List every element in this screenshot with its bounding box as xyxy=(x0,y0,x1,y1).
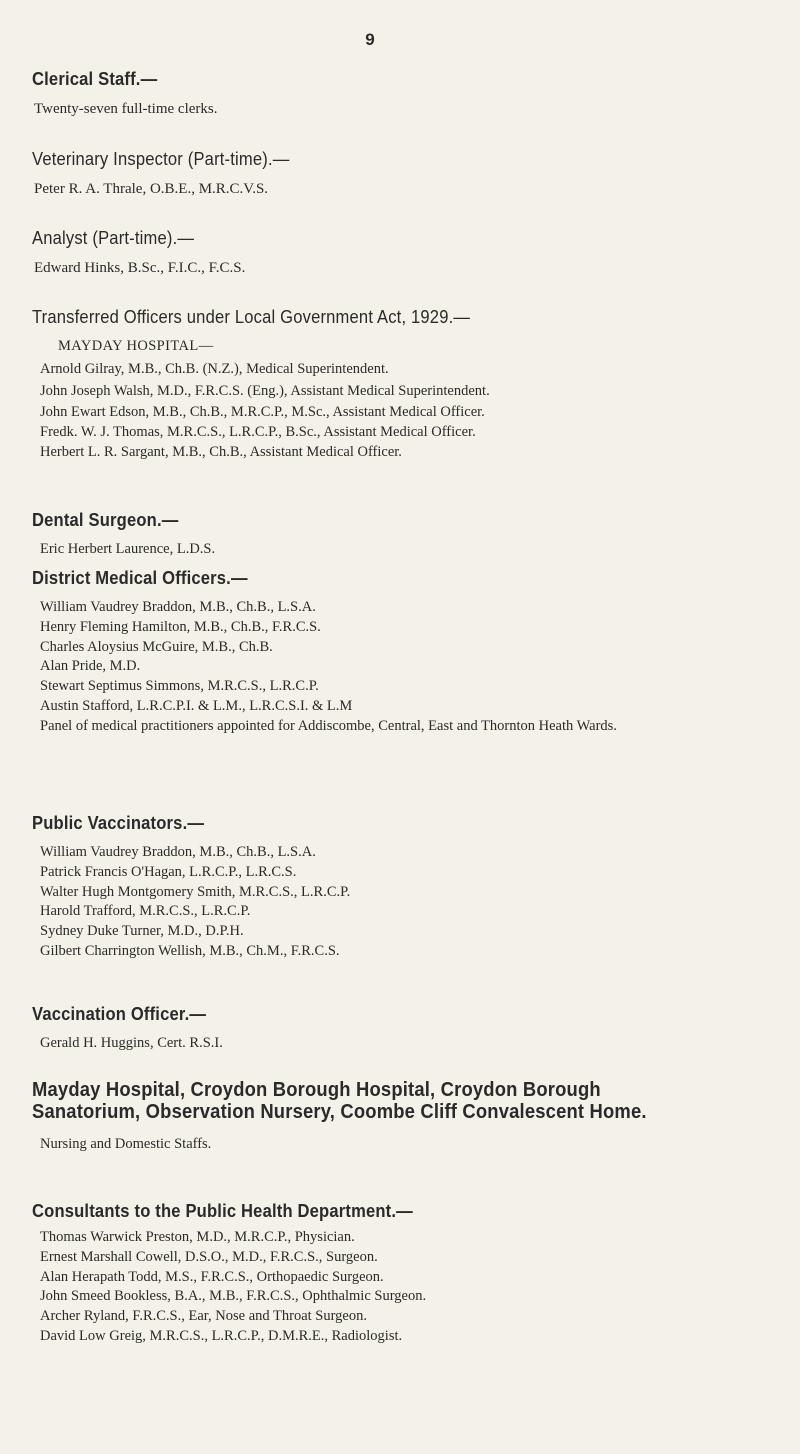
list-item: William Vaudrey Braddon, M.B., Ch.B., L.S.A. xyxy=(40,599,316,615)
list-item: Eric Herbert Laurence, L.D.S. xyxy=(40,541,216,557)
list-item: Stewart Septimus Simmons, M.R.C.S., L.R.C.P. xyxy=(40,678,319,695)
list-item: Fredk. W. J. Thomas, M.R.C.S., L.R.C.P., B.Sc., Assistant Medical Officer. xyxy=(40,424,476,441)
list-item: John Ewart Edson, M.B., Ch.B., M.R.C.P., M.Sc., Assistant Medical Officer. xyxy=(40,404,485,421)
section-analyst xyxy=(32,227,772,278)
list-item: Alan Pride, M.D. xyxy=(40,658,141,675)
section-veterinary-inspector xyxy=(32,148,772,199)
list-item: Alan Herapath Todd, M.S., F.R.C.S., Orthopaedic Surgeon. xyxy=(40,1268,384,1285)
section-heading: Vaccination Officer.— xyxy=(32,1004,207,1024)
list-item: Edward Hinks, B.Sc., F.I.C., F.C.S. xyxy=(34,260,246,276)
list-item: Charles Aloysius McGuire, M.B., Ch.B. xyxy=(40,638,273,655)
list-item: Walter Hugh Montgomery Smith, M.R.C.S., L.R.C.P. xyxy=(40,883,351,900)
list-item: Sydney Duke Turner, M.D., D.P.H. xyxy=(40,923,244,940)
section-heading: Veterinary Inspector (Part-time).— xyxy=(32,149,290,169)
list-item: Panel of medical practitioners appointed for Addiscombe, Central, East and Thornton Heath Wards. xyxy=(40,717,617,734)
section-public-vaccinators xyxy=(32,812,772,962)
section-transferred-officers xyxy=(32,306,772,463)
list-item: Nursing and Domestic Staffs. xyxy=(40,1136,212,1152)
list-item: Thomas Warwick Preston, M.D., M.R.C.P., Physician. xyxy=(40,1229,355,1245)
section-dental-surgeon xyxy=(32,509,772,560)
section-heading: Transferred Officers under Local Government Act, 1929.— xyxy=(32,307,471,327)
list-item: John Joseph Walsh, M.D., F.R.C.S. (Eng.), Assistant Medical Superintendent. xyxy=(40,382,490,399)
list-item: Harold Trafford, M.R.C.S., L.R.C.P. xyxy=(40,903,251,920)
section-hospitals xyxy=(32,1079,747,1155)
list-item: Patrick Francis O'Hagan, L.R.C.P., L.R.C.S. xyxy=(40,863,297,880)
list-item: Archer Ryland, F.R.C.S., Ear, Nose and Throat Surgeon. xyxy=(40,1308,367,1325)
list-item: John Smeed Bookless, B.A., M.B., F.R.C.S., Ophthalmic Surgeon. xyxy=(40,1288,427,1305)
section-heading: Public Vaccinators.— xyxy=(32,813,205,833)
list-item: Gerald H. Huggins, Cert. R.S.I. xyxy=(40,1035,223,1051)
list-item: Henry Fleming Hamilton, M.B., Ch.B., F.R.C.S. xyxy=(40,618,321,635)
section-heading: District Medical Officers.— xyxy=(32,568,248,588)
list-item: William Vaudrey Braddon, M.B., Ch.B., L.S.A. xyxy=(40,844,316,860)
list-item: Twenty-seven full-time clerks. xyxy=(34,101,218,117)
section-heading: Clerical Staff.— xyxy=(32,69,158,89)
page-number: 9 xyxy=(365,30,375,49)
list-item: Austin Stafford, L.R.C.P.I. & L.M., L.R.C.S.I. & L.M xyxy=(40,697,353,714)
section-heading: Analyst (Part-time).— xyxy=(32,228,195,248)
list-item: Arnold Gilray, M.B., Ch.B. (N.Z.), Medical Superintendent. xyxy=(40,360,389,377)
list-item: Ernest Marshall Cowell, D.S.O., M.D., F.R.C.S., Surgeon. xyxy=(40,1248,378,1265)
subheading: MAYDAY HOSPITAL— xyxy=(58,338,214,354)
list-item: David Low Greig, M.R.C.S., L.R.C.P., D.M.R.E., Radiologist. xyxy=(40,1327,403,1344)
list-item: Herbert L. R. Sargant, M.B., Ch.B., Assistant Medical Officer. xyxy=(40,443,402,460)
section-district-medical-officers xyxy=(32,567,772,737)
section-consultants xyxy=(32,1200,772,1347)
section-clerical-staff xyxy=(32,68,772,119)
section-heading: Consultants to the Public Health Department.— xyxy=(32,1201,413,1221)
section-heading: Mayday Hospital, Croydon Borough Hospital, Croydon Borough Sanatorium, Observation Nursery, Coombe Cliff Convalescent Home. xyxy=(32,1079,647,1123)
section-vaccination-officer xyxy=(32,1003,772,1054)
list-item: Gilbert Charrington Wellish, M.B., Ch.M., F.R.C.S. xyxy=(40,942,340,959)
list-item: Peter R. A. Thrale, O.B.E., M.R.C.V.S. xyxy=(34,181,269,197)
section-heading: Dental Surgeon.— xyxy=(32,510,179,530)
